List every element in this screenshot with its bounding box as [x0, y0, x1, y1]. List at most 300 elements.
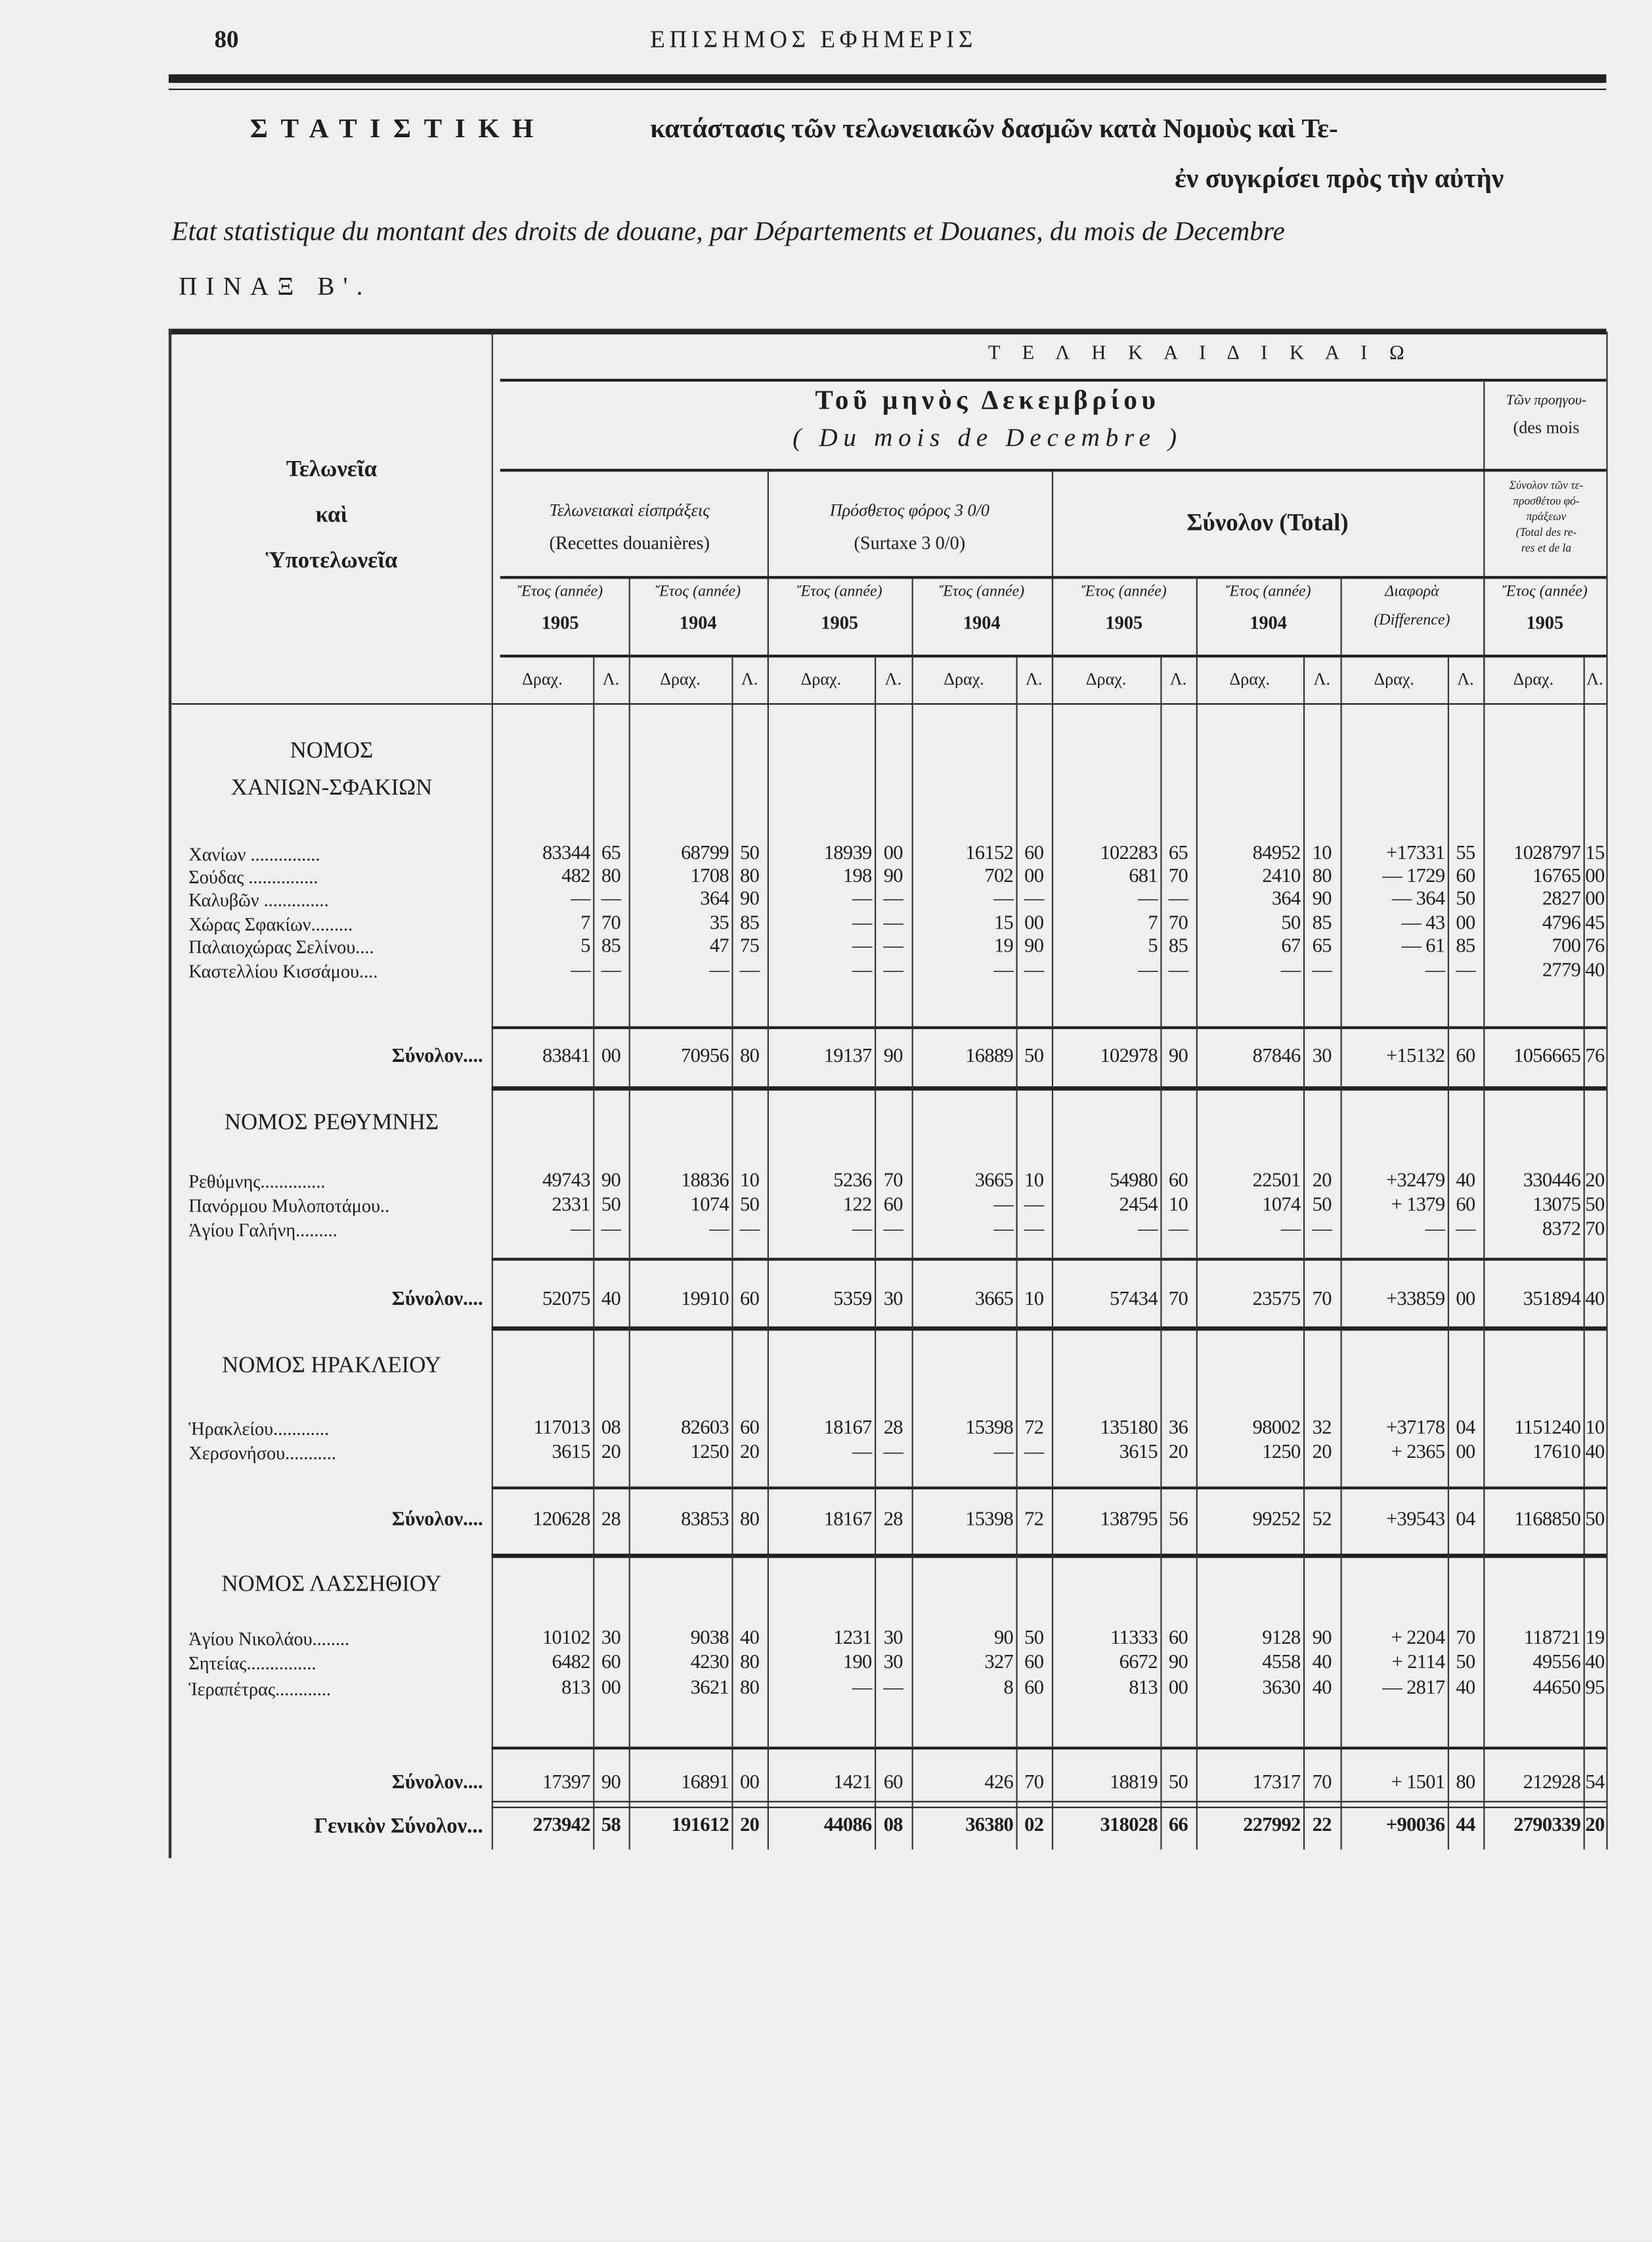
amount-lepta: 10	[1585, 1418, 1605, 1440]
head-rule	[169, 74, 1607, 83]
row-name: Ἁγίου Γαλήνη.........	[188, 1219, 337, 1241]
amount-lepta: 40	[601, 1289, 621, 1311]
amount-lepta: 60	[883, 1772, 903, 1794]
amount-lepta: 40	[1312, 1678, 1332, 1700]
customs-header-fr: (Recettes douanières)	[549, 531, 710, 554]
amount-lepta: 32	[1312, 1418, 1332, 1440]
amount-drachmas: 3621	[690, 1678, 729, 1700]
amount-lepta: 70	[1168, 866, 1188, 888]
amount-lepta: —	[1456, 960, 1475, 982]
lepta-border	[1160, 657, 1162, 1849]
amount-drachmas: 44086	[823, 1815, 872, 1837]
amount-lepta: —	[1168, 889, 1188, 911]
amount-drachmas: —	[993, 1195, 1014, 1217]
amount-drachmas: —	[571, 1219, 590, 1241]
amount-lepta: 54	[1585, 1772, 1605, 1794]
amount-drachmas: 15	[993, 913, 1014, 935]
amount-drachmas: 18819	[1110, 1772, 1158, 1794]
amount-lepta: 80	[739, 1678, 760, 1700]
amount-lepta: 30	[601, 1628, 621, 1650]
section-title: ΧΑΝΙΩΝ-ΣΦΑΚΙΩΝ	[230, 776, 433, 801]
amount-drachmas: 3665	[974, 1170, 1014, 1193]
table-label: ΠΙΝΑΞ Β'.	[179, 271, 372, 301]
amount-drachmas: +33859	[1385, 1289, 1445, 1311]
amount-lepta: 60	[1024, 1652, 1044, 1674]
amount-lepta: 00	[601, 1678, 621, 1700]
amount-drachmas: —	[852, 1442, 872, 1464]
amount-lepta: 60	[1456, 1195, 1475, 1217]
amount-drachmas: 18836	[681, 1170, 729, 1193]
row-header-1: Τελωνεῖα	[286, 457, 378, 482]
amount-lepta: 10	[739, 1170, 760, 1193]
amount-drachmas: —	[1138, 960, 1158, 982]
amount-drachmas: 3615	[552, 1442, 590, 1464]
rule	[492, 1801, 1607, 1802]
amount-lepta: 30	[883, 1628, 903, 1650]
amount-drachmas: 47	[709, 936, 729, 958]
amount-lepta: 50	[1024, 1628, 1044, 1650]
amount-drachmas: 273942	[533, 1815, 590, 1837]
amount-drachmas: 700	[1552, 936, 1581, 958]
amount-drachmas: 4796	[1542, 913, 1581, 935]
amount-lepta: 80	[601, 866, 621, 888]
amount-drachmas: 364	[700, 889, 729, 911]
running-head: ΕΠΙΣΗΜΟΣ ΕΦΗΜΕΡΙΣ	[650, 26, 977, 53]
amount-lepta: 72	[1024, 1418, 1044, 1440]
unit-drachmas: Δραχ.	[1085, 669, 1127, 690]
amount-lepta: 40	[1585, 1652, 1605, 1674]
amount-lepta: 04	[1456, 1418, 1475, 1440]
amount-drachmas: 16889	[965, 1046, 1014, 1068]
amount-drachmas: —	[709, 1219, 729, 1241]
amount-lepta: —	[883, 913, 903, 935]
amount-drachmas: +39543	[1385, 1509, 1445, 1531]
amount-drachmas: 36380	[965, 1815, 1014, 1837]
amount-lepta: 00	[1024, 913, 1044, 935]
table-top-rule	[169, 329, 1607, 335]
title-line2: ἐν συγκρίσει πρὸς τὴν αὐτὴν	[1175, 164, 1504, 195]
amount-lepta: 90	[1168, 1652, 1188, 1674]
amount-lepta: 50	[1168, 1772, 1188, 1794]
amount-drachmas: —	[571, 960, 590, 982]
amount-drachmas: —	[993, 960, 1014, 982]
amount-drachmas: 3630	[1262, 1678, 1301, 1700]
row-name: Πανόρμου Μυλοποτάμου..	[188, 1195, 390, 1217]
amount-drachmas: 120628	[533, 1509, 590, 1531]
amount-lepta: 85	[1168, 936, 1188, 958]
amount-lepta: 60	[601, 1652, 621, 1674]
amount-lepta: 40	[1312, 1652, 1332, 1674]
amount-drachmas: — 364	[1391, 889, 1445, 911]
amount-lepta: 10	[1024, 1170, 1044, 1193]
amount-lepta: 28	[601, 1509, 621, 1531]
year-value: (Difference)	[1374, 611, 1450, 629]
year-label: Ἔτος (année)	[655, 583, 741, 601]
unit-drachmas: Δραχ.	[1513, 669, 1554, 690]
amount-drachmas: 2779	[1542, 960, 1581, 982]
amount-drachmas: 17397	[542, 1772, 590, 1794]
amount-drachmas: —	[852, 936, 872, 958]
rule	[492, 1086, 1607, 1091]
amount-drachmas: 1168850	[1514, 1509, 1581, 1531]
section-title: ΝΟΜΟΣ ΛΑΣΣΗΘΙΟΥ	[221, 1572, 442, 1597]
amount-lepta: —	[1024, 1195, 1044, 1217]
unit-lepta: Λ.	[884, 669, 902, 690]
amount-drachmas: 50	[1281, 913, 1301, 935]
amount-lepta: —	[1168, 960, 1188, 982]
amount-lepta: 70	[1312, 1772, 1332, 1794]
row-name: Καλυβῶν ..............	[188, 889, 329, 911]
amount-drachmas: 117013	[533, 1418, 590, 1440]
amount-drachmas: —	[993, 1219, 1014, 1241]
amount-drachmas: 3615	[1119, 1442, 1158, 1464]
amount-lepta: 80	[739, 866, 760, 888]
amount-lepta: 10	[1312, 843, 1332, 865]
amount-drachmas: 702	[984, 866, 1014, 888]
row-header-2: καὶ	[315, 503, 348, 528]
prev-total-line: res et de la	[1521, 541, 1572, 555]
amount-lepta: 90	[601, 1772, 621, 1794]
row-name: Σύνολον....	[391, 1289, 483, 1311]
amount-drachmas: 17317	[1252, 1772, 1301, 1794]
amount-lepta: 15	[1585, 843, 1605, 865]
amount-drachmas: 1231	[833, 1628, 872, 1650]
amount-drachmas: 4558	[1262, 1652, 1301, 1674]
total-header: Σύνολον (Total)	[1186, 508, 1349, 537]
amount-drachmas: 10102	[542, 1628, 590, 1650]
rule	[492, 1258, 1607, 1260]
amount-lepta: 10	[1024, 1289, 1044, 1311]
amount-drachmas: 813	[561, 1678, 590, 1700]
amount-drachmas: —	[852, 1219, 872, 1241]
year-value: 1905	[541, 611, 579, 634]
amount-drachmas: 67	[1281, 936, 1301, 958]
title-line1: κατάστασις τῶν τελωνειακῶν δασμῶν κατὰ Νομοὺς καὶ Τε-	[650, 114, 1338, 144]
amount-lepta: 70	[601, 913, 621, 935]
unit-drachmas: Δραχ.	[944, 669, 984, 690]
amount-drachmas: +17331	[1385, 843, 1445, 865]
amount-drachmas: —	[1425, 960, 1445, 982]
amount-lepta: 70	[1168, 1289, 1188, 1311]
amount-drachmas: 364	[1271, 889, 1301, 911]
title-french: Etat statistique du montant des droits de douane, par Départements et Douanes, du mois de Decembre	[171, 217, 1285, 248]
amount-drachmas: 327	[984, 1652, 1014, 1674]
amount-lepta: —	[883, 1219, 903, 1241]
amount-lepta: 00	[883, 843, 903, 865]
amount-drachmas: 82603	[681, 1418, 729, 1440]
year-label: Ἔτος (année)	[1225, 583, 1311, 601]
amount-lepta: 80	[739, 1509, 760, 1531]
amount-lepta: 20	[1585, 1815, 1605, 1837]
row-name: Σητείας...............	[188, 1652, 316, 1674]
title-lead: ΣΤΑΤΙΣΤΙΚΗ	[250, 114, 546, 144]
amount-drachmas: 5236	[833, 1170, 872, 1193]
amount-lepta: 20	[1312, 1442, 1332, 1464]
lepta-border	[1584, 657, 1585, 1849]
amount-drachmas: 681	[1129, 866, 1158, 888]
amount-lepta: 65	[601, 843, 621, 865]
amount-drachmas: —	[1280, 1219, 1301, 1241]
amount-drachmas: 5359	[833, 1289, 872, 1311]
amount-lepta: 70	[1312, 1289, 1332, 1311]
amount-drachmas: 19	[993, 936, 1014, 958]
amount-lepta: 20	[739, 1815, 760, 1837]
amount-lepta: 50	[1585, 1509, 1605, 1531]
column-border	[768, 577, 769, 1849]
amount-lepta: 90	[601, 1170, 621, 1193]
amount-drachmas: —	[852, 960, 872, 982]
amount-drachmas: 19137	[823, 1046, 872, 1068]
row-name: Σύνολον....	[391, 1046, 483, 1068]
amount-lepta: 08	[883, 1815, 903, 1837]
amount-lepta: —	[1312, 1219, 1332, 1241]
prev-months-fr: (des mois	[1513, 417, 1580, 438]
amount-drachmas: 83344	[542, 843, 590, 865]
amount-lepta: 00	[1456, 1289, 1475, 1311]
amount-lepta: 60	[739, 1289, 760, 1311]
amount-drachmas: 2410	[1262, 866, 1301, 888]
amount-drachmas: 15398	[965, 1509, 1014, 1531]
amount-lepta: 90	[883, 866, 903, 888]
amount-lepta: 60	[1456, 1046, 1475, 1068]
amount-drachmas: 83841	[542, 1046, 590, 1068]
amount-lepta: —	[1024, 889, 1044, 911]
amount-drachmas: —	[993, 1442, 1014, 1464]
unit-lepta: Λ.	[741, 669, 758, 690]
amount-lepta: 90	[1312, 889, 1332, 911]
amount-lepta: 50	[1312, 1195, 1332, 1217]
year-label: Ἔτος (année)	[1081, 583, 1167, 601]
amount-drachmas: 90	[993, 1628, 1014, 1650]
amount-drachmas: 52075	[542, 1289, 590, 1311]
fees-header: Τ Ε Λ Η Κ Α Ι Δ Ι Κ Α Ι Ω	[988, 343, 1413, 365]
prev-total-line: Σύνολον τῶν τε-	[1509, 479, 1584, 492]
amount-lepta: 50	[739, 1195, 760, 1217]
column-border	[912, 577, 913, 1849]
amount-drachmas: 330446	[1523, 1170, 1581, 1193]
amount-drachmas: 351894	[1523, 1289, 1581, 1311]
amount-lepta: 30	[883, 1289, 903, 1311]
amount-lepta: 19	[1585, 1628, 1605, 1650]
amount-lepta: 72	[1024, 1509, 1044, 1531]
row-name: Χερσονήσου...........	[188, 1442, 336, 1464]
amount-drachmas: 19910	[681, 1289, 729, 1311]
row-name: Ρεθύμνης..............	[188, 1170, 326, 1193]
amount-lepta: 36	[1168, 1418, 1188, 1440]
row-name: Χανίων ...............	[188, 843, 320, 865]
amount-lepta: 60	[1024, 1678, 1044, 1700]
amount-drachmas: 1056665	[1513, 1046, 1581, 1068]
amount-drachmas: — 43	[1401, 913, 1445, 935]
unit-lepta: Λ.	[1169, 669, 1187, 690]
amount-drachmas: —	[1138, 889, 1158, 911]
amount-drachmas: +32479	[1385, 1170, 1445, 1193]
amount-drachmas: 1250	[1262, 1442, 1301, 1464]
amount-lepta: 40	[1585, 1442, 1605, 1464]
amount-drachmas: 8372	[1542, 1219, 1581, 1241]
amount-drachmas: — 61	[1401, 936, 1445, 958]
rule	[492, 1026, 1607, 1029]
amount-lepta: 00	[601, 1046, 621, 1068]
amount-lepta: 60	[1168, 1628, 1188, 1650]
amount-drachmas: 17610	[1532, 1442, 1581, 1464]
amount-lepta: —	[601, 889, 621, 911]
customs-header-gr: Τελωνειακαὶ εἰσπράξεις	[549, 500, 710, 521]
amount-lepta: 28	[883, 1509, 903, 1531]
amount-drachmas: 1028797	[1513, 843, 1581, 865]
lepta-border	[593, 657, 594, 1849]
amount-lepta: —	[1024, 1442, 1044, 1464]
section-title: ΝΟΜΟΣ	[290, 739, 374, 764]
unit-drachmas: Δραχ.	[522, 669, 563, 690]
amount-drachmas: + 2204	[1391, 1628, 1445, 1650]
amount-drachmas: 54980	[1110, 1170, 1158, 1193]
amount-lepta: 00	[1585, 866, 1605, 888]
rule	[492, 1807, 1607, 1808]
amount-lepta: 90	[1312, 1628, 1332, 1650]
row-name: Καστελλίου Κισσάμου....	[188, 960, 378, 982]
amount-lepta: 85	[601, 936, 621, 958]
amount-lepta: —	[883, 889, 903, 911]
year-label: Ἔτος (année)	[1502, 583, 1588, 601]
unit-drachmas: Δραχ.	[1229, 669, 1271, 690]
amount-drachmas: 6482	[552, 1652, 590, 1674]
page-number: 80	[214, 26, 239, 53]
row-header-3: Ὑποτελωνεῖα	[265, 548, 398, 573]
lepta-border	[1016, 657, 1017, 1849]
amount-drachmas: 49556	[1532, 1652, 1581, 1674]
row-name: Ἁγίου Νικολάου........	[188, 1628, 350, 1650]
amount-drachmas: + 1379	[1391, 1195, 1445, 1217]
year-label: Διαφορὰ	[1385, 583, 1439, 601]
amount-lepta: —	[883, 1678, 903, 1700]
year-label: Ἔτος (année)	[939, 583, 1025, 601]
amount-lepta: —	[883, 1442, 903, 1464]
amount-lepta: 85	[1456, 936, 1475, 958]
amount-lepta: 70	[1168, 913, 1188, 935]
year-label: Ἔτος (année)	[796, 583, 882, 601]
amount-lepta: 00	[1024, 866, 1044, 888]
rule	[500, 379, 1607, 382]
amount-drachmas: 102283	[1100, 843, 1158, 865]
unit-lepta: Λ.	[1313, 669, 1330, 690]
amount-lepta: 85	[739, 913, 760, 935]
amount-lepta: 85	[1312, 913, 1332, 935]
amount-lepta: 75	[739, 936, 760, 958]
amount-drachmas: 16891	[681, 1772, 729, 1794]
amount-drachmas: 5	[580, 936, 590, 958]
amount-lepta: 20	[1312, 1170, 1332, 1193]
amount-drachmas: 318028	[1100, 1815, 1158, 1837]
head-rule-thin	[169, 89, 1607, 90]
amount-lepta: 44	[1456, 1815, 1475, 1837]
amount-drachmas: 6672	[1119, 1652, 1158, 1674]
amount-drachmas: 99252	[1252, 1509, 1301, 1531]
rule	[492, 1747, 1607, 1749]
amount-lepta: 08	[601, 1418, 621, 1440]
unit-lepta: Λ.	[1025, 669, 1043, 690]
amount-drachmas: —	[1138, 1219, 1158, 1241]
amount-drachmas: + 1501	[1391, 1772, 1445, 1794]
year-value: 1905	[1105, 611, 1143, 634]
amount-drachmas: 18939	[823, 843, 872, 865]
amount-drachmas: 482	[561, 866, 590, 888]
amount-drachmas: 84952	[1252, 843, 1301, 865]
amount-lepta: 28	[883, 1418, 903, 1440]
amount-lepta: 90	[739, 889, 760, 911]
amount-drachmas: 135180	[1100, 1418, 1158, 1440]
year-value: 1904	[1250, 611, 1287, 634]
unit-lepta: Λ.	[1586, 669, 1603, 690]
amount-drachmas: 70956	[681, 1046, 729, 1068]
amount-drachmas: 18167	[823, 1418, 872, 1440]
amount-lepta: 50	[1456, 1652, 1475, 1674]
amount-drachmas: 2331	[552, 1195, 590, 1217]
amount-lepta: 60	[1456, 866, 1475, 888]
amount-lepta: 90	[1024, 936, 1044, 958]
amount-drachmas: 7	[1148, 913, 1158, 935]
section-title: ΝΟΜΟΣ ΗΡΑΚΛΕΙΟΥ	[222, 1353, 441, 1378]
amount-drachmas: + 2114	[1391, 1652, 1445, 1674]
amount-lepta: —	[739, 1219, 760, 1241]
amount-lepta: 50	[601, 1195, 621, 1217]
amount-lepta: 70	[883, 1170, 903, 1193]
amount-drachmas: 4230	[690, 1652, 729, 1674]
amount-lepta: 95	[1585, 1678, 1605, 1700]
amount-drachmas: 3665	[974, 1289, 1014, 1311]
amount-drachmas: 15398	[965, 1418, 1014, 1440]
year-label: Ἔτος (année)	[517, 583, 603, 601]
amount-drachmas: 2827	[1542, 889, 1581, 911]
amount-lepta: 90	[883, 1046, 903, 1068]
amount-drachmas: 44650	[1532, 1678, 1581, 1700]
amount-drachmas: —	[709, 960, 729, 982]
amount-drachmas: —	[852, 913, 872, 935]
amount-drachmas: 11333	[1110, 1628, 1158, 1650]
amount-lepta: 60	[739, 1418, 760, 1440]
prev-total-header	[1487, 477, 1607, 556]
amount-drachmas: 102978	[1100, 1046, 1158, 1068]
unit-lepta: Λ.	[1457, 669, 1474, 690]
amount-lepta: —	[883, 936, 903, 958]
amount-lepta: 58	[601, 1815, 621, 1837]
amount-drachmas: 22501	[1252, 1170, 1301, 1193]
amount-lepta: 20	[1168, 1442, 1188, 1464]
amount-drachmas: 138795	[1100, 1509, 1158, 1531]
amount-lepta: 40	[1456, 1678, 1475, 1700]
amount-lepta: —	[1168, 1219, 1188, 1241]
surtax-header-fr: (Surtaxe 3 0/0)	[854, 531, 966, 554]
amount-drachmas: + 2365	[1391, 1442, 1445, 1464]
amount-lepta: 00	[1585, 889, 1605, 911]
amount-drachmas: — 1729	[1382, 866, 1445, 888]
row-name: Χώρας Σφακίων.........	[188, 913, 353, 935]
amount-lepta: 50	[1585, 1195, 1605, 1217]
amount-lepta: 20	[1585, 1170, 1605, 1193]
amount-drachmas: 1151240	[1514, 1418, 1581, 1440]
year-value: 1905	[821, 611, 858, 634]
amount-drachmas: 8	[1003, 1678, 1014, 1700]
amount-lepta: 40	[739, 1628, 760, 1650]
table-right-border	[1606, 332, 1607, 1849]
amount-drachmas: 1421	[833, 1772, 872, 1794]
lepta-border	[875, 657, 876, 1849]
amount-lepta: —	[1456, 1219, 1475, 1241]
lepta-border	[731, 657, 733, 1849]
amount-drachmas: +37178	[1385, 1418, 1445, 1440]
amount-drachmas: 426	[984, 1772, 1014, 1794]
unit-drachmas: Δραχ.	[1374, 669, 1414, 690]
